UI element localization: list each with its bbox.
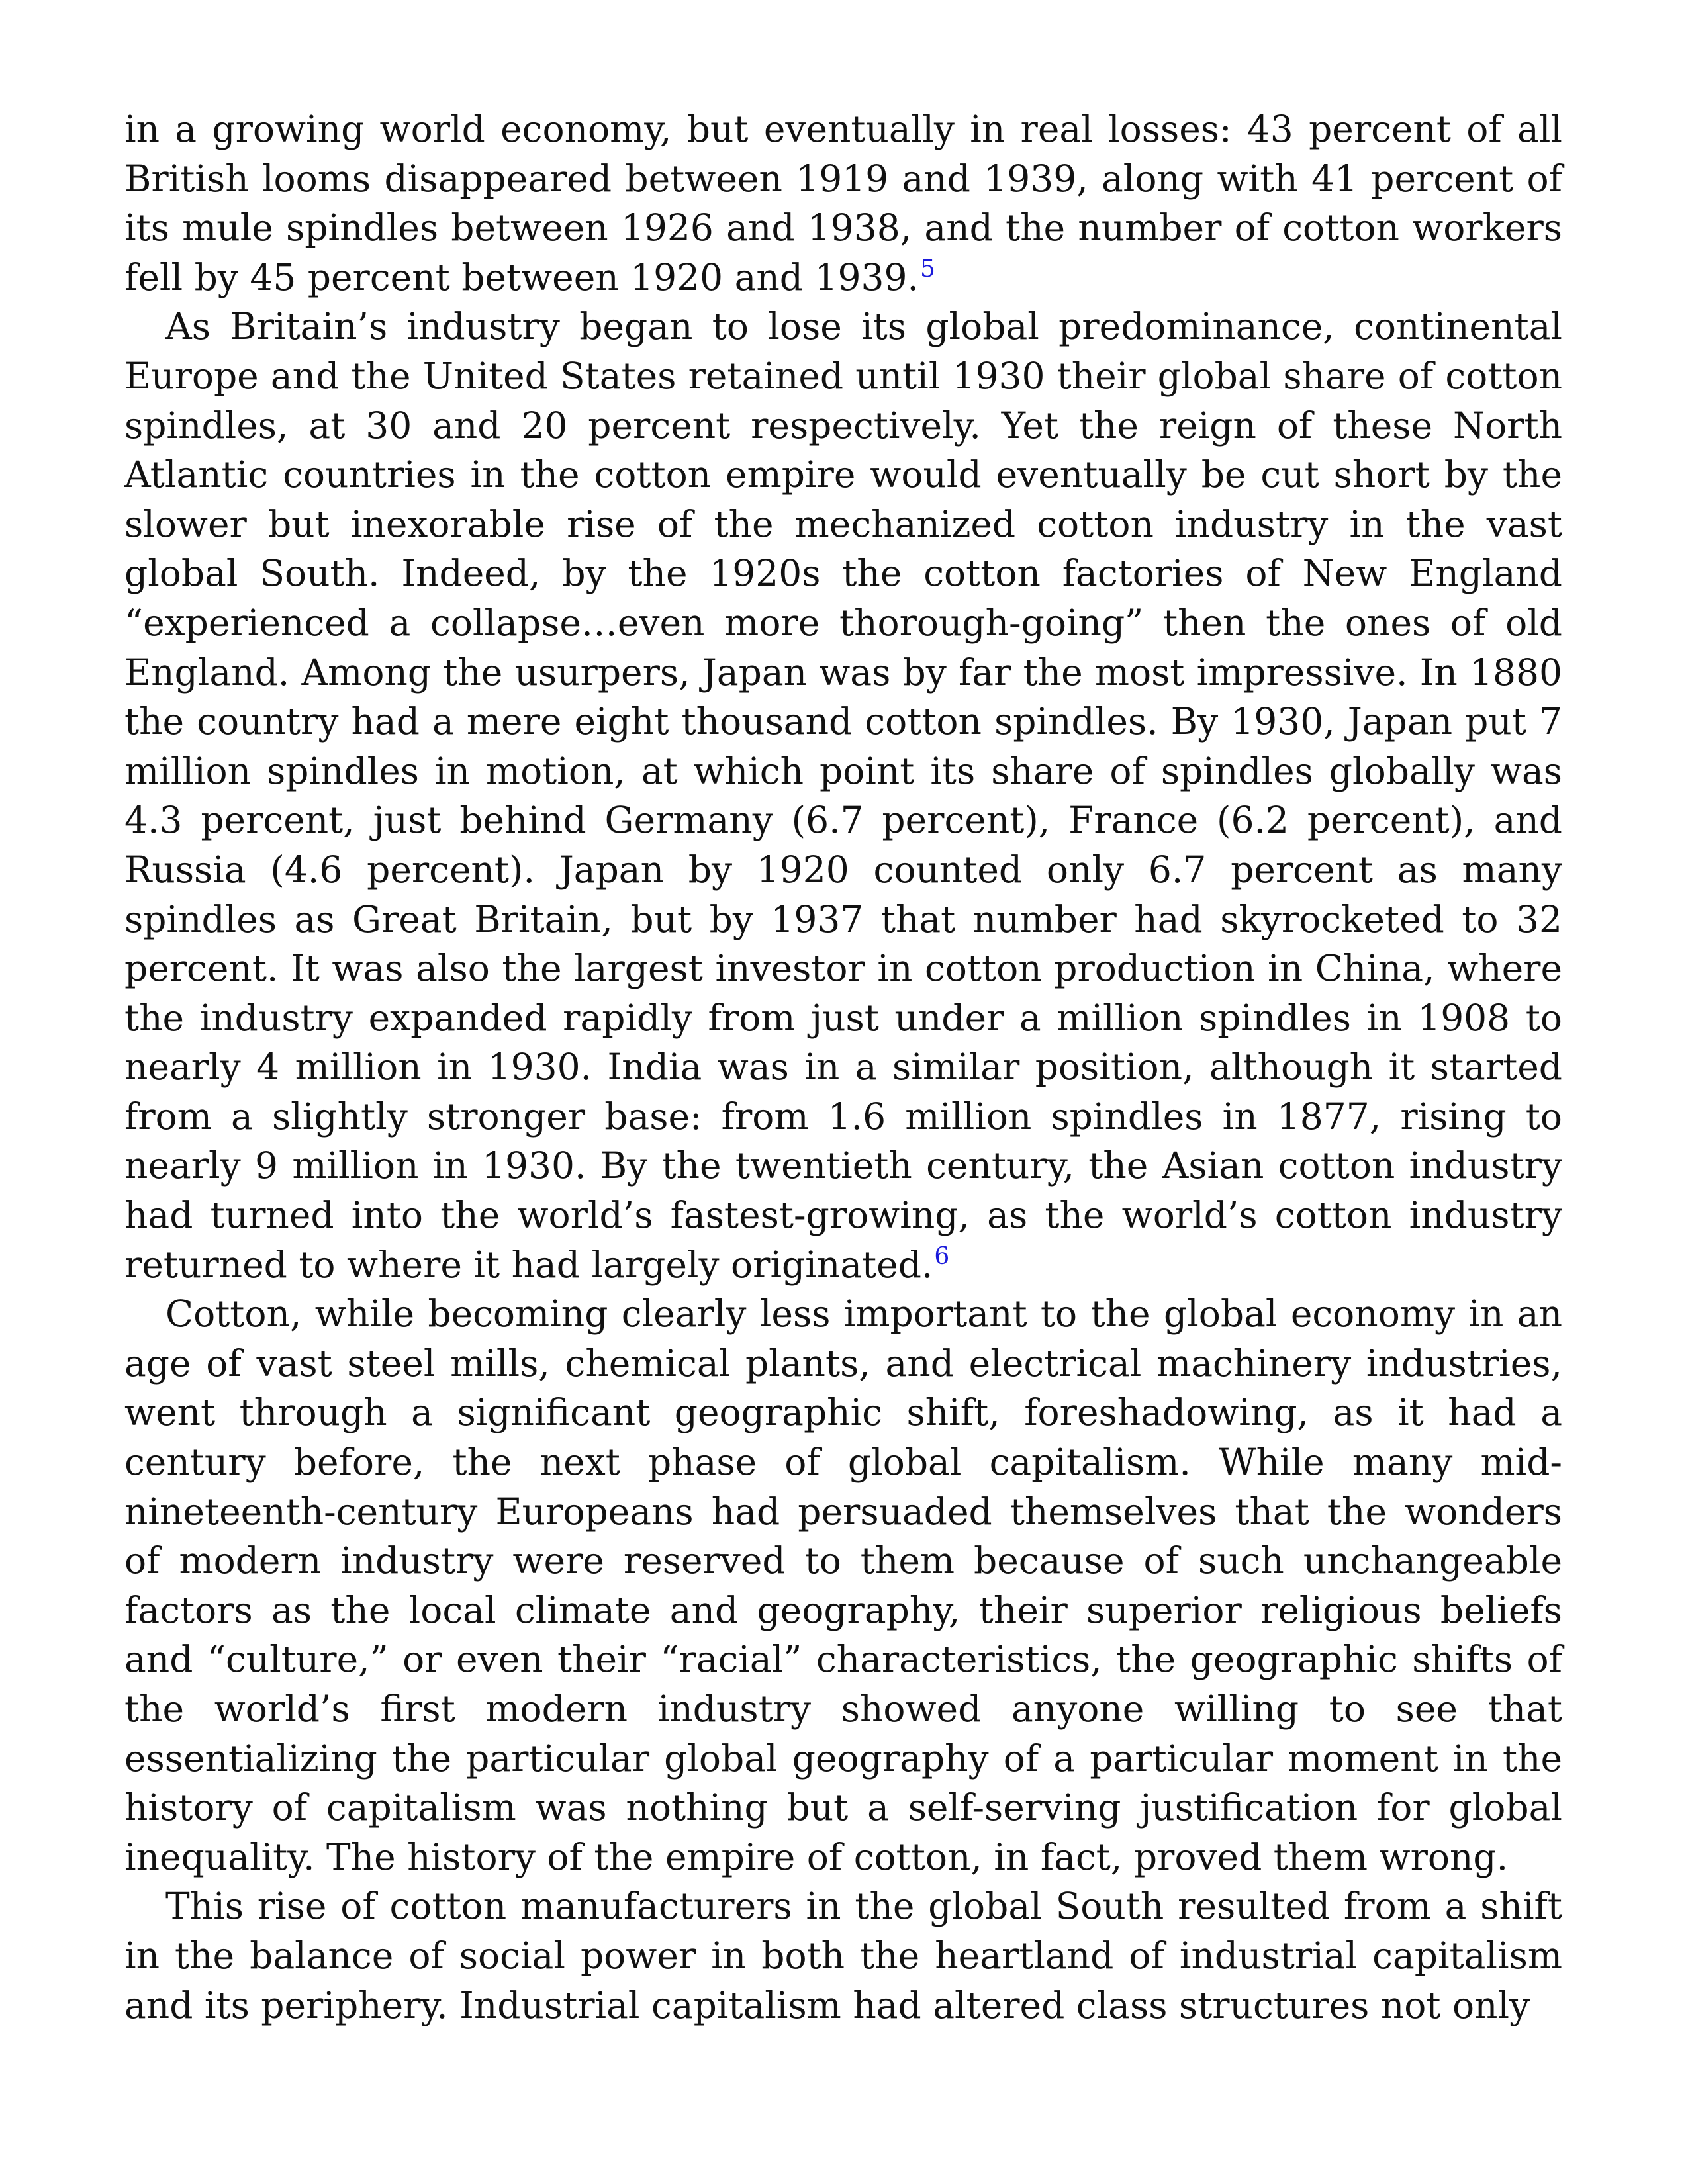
- body-text: [124, 105, 1562, 2030]
- paragraph-2: [124, 302, 1562, 1289]
- footnote-link-6[interactable]: 6: [934, 1242, 950, 1270]
- paragraph-3-text: Cotton, while becoming clearly less important to the global economy in an age of vast steel mills, chemical plants, and electrical machinery industries, went through a significant geographic shift, foreshadowing, as it had a century before, the next phase of global capitalism. While many mid-nineteenth-century Europeans had persuaded themselves that the wonders of modern industry were reserved to them because of such unchangeable factors as the local climate and geography, their superior religious beliefs and “culture,” or even their “racial” characteristics, the geographic shifts of the world’s first modern industry showed anyone willing to see that essentializing the particular global geography of a particular moment in the history of capitalism was nothing but a self-serving justification for global inequality. The history of the empire of cotton, in fact, proved them wrong.: [124, 1293, 1562, 1878]
- paragraph-4: [124, 1882, 1562, 2030]
- paragraph-3: [124, 1289, 1562, 1882]
- footnote-link-5[interactable]: 5: [919, 255, 935, 283]
- paragraph-1: [124, 105, 1562, 302]
- paragraph-1-text: in a growing world economy, but eventually in real losses: 43 percent of all British looms disappeared between 1919 and 1939, along with 41 percent of its mule spindles between 1926 and 1938, and the number of cotton workers fell by 45 percent between 1920 and 1939.: [124, 108, 1562, 298]
- paragraph-2-text: As Britain’s industry began to lose its global predominance, continental Europe and the United States retained until 1930 their global share of cotton spindles, at 30 and 20 percent respectively. Yet the reign of these North Atlantic countries in the cotton empire would eventually be cut short by the slower but inexorable rise of the mechanized cotton industry in the vast global South. Indeed, by the 1920s the cotton factories of New England “experienced a collapse…even more thorough-going” then the ones of old England. Among the usurpers, Japan was by far the most impressive. In 1880 the country had a mere eight thousand cotton spindles. By 1930, Japan put 7 million spindles in motion, at which point its share of spindles globally was 4.3 percent, just behind Germany (6.7 percent), France (6.2 percent), and Russia (4.6 percent). Japan by 1920 counted only 6.7 percent as many spindles as Great Britain, but by 1937 that number had skyrocketed to 32 percent. It was also the largest investor in cotton production in China, where the industry expanded rapidly from just under a million spindles in 1908 to nearly 4 million in 1930. India was in a similar position, although it started from a slightly stronger base: from 1.6 million spindles in 1877, rising to nearly 9 million in 1930. By the twentieth century, the Asian cotton industry had turned into the world’s fastest-growing, as the world’s cotton industry returned to where it had largely originated.: [124, 305, 1562, 1286]
- paragraph-4-text: This rise of cotton manufacturers in the global South resulted from a shift in the balance of social power in both the heartland of industrial capitalism and its periphery. Industrial capitalism had altered class structures not only: [124, 1885, 1562, 2026]
